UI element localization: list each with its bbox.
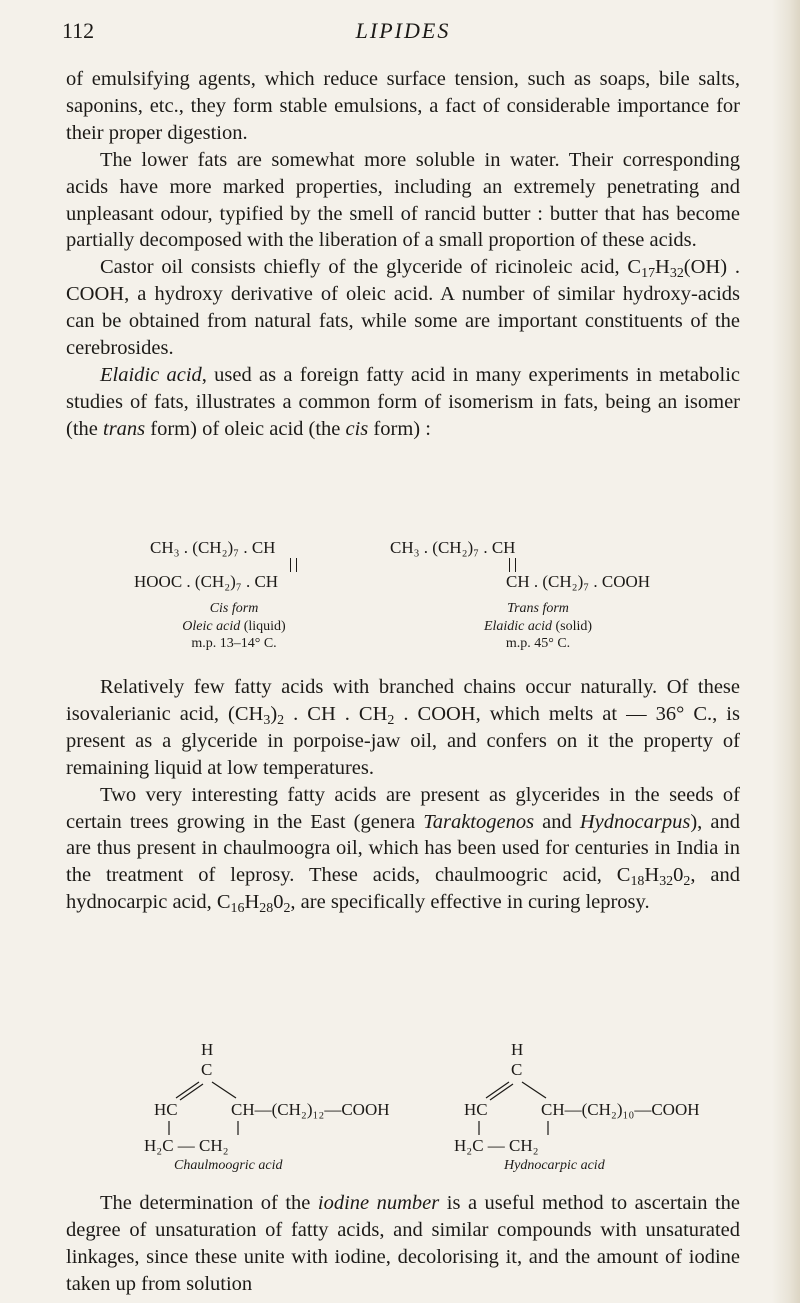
page-edge-shadow: [772, 0, 800, 1303]
text-run: (OH) . COOH, a hydroxy derivative of oleic acid. A number of similar hydroxy-acids can be obtained from natural fats, while some are important constituents of the cerebrosides.: [66, 256, 740, 360]
text-run: . COOH, which melts at — 36° C., is present as a glyceride in porpoise-jaw oil, and confers on it the property of remaining liquid at low temperatures.: [66, 702, 740, 779]
chaulmoogric-caption: Chaulmoogric acid: [174, 1158, 283, 1173]
body-text-top: [66, 66, 740, 443]
subscript: 2: [283, 901, 291, 917]
cis-formula-line-2: HOOC . (CH₂)₇ . CH: [134, 572, 279, 591]
paragraph-3: [66, 254, 740, 362]
ring-bottom: H₂C — CH₂: [454, 1136, 539, 1155]
text-run: form) of oleic acid (the: [145, 417, 346, 440]
top-h: H: [201, 1040, 214, 1059]
text-run: H: [244, 891, 260, 914]
cis-melting-point: m.p. 13–14° C.: [191, 636, 277, 651]
body-text-middle: [66, 674, 740, 916]
subscript: 28: [259, 901, 274, 917]
paragraph-4: [66, 362, 740, 443]
term-elaidic-acid: Elaidic acid: [100, 363, 202, 386]
text-run: is a useful method to ascertain the degree of unsaturation of fatty acids, and similar compounds with unsaturated linkages, since these unite with iodine, decolorising it, and the amount of iodine taken up from solution: [66, 1192, 741, 1295]
cis-caption: Cis form: [209, 601, 259, 616]
oleic-acid-name: Oleic acid: [182, 619, 241, 634]
genus-hydnocarpus: Hydnocarpus: [579, 810, 691, 833]
elaidic-acid-name: Elaidic acid: [483, 619, 552, 634]
text-run: . CH . CH: [284, 702, 388, 725]
double-bond: [509, 558, 516, 572]
side-chain: CH—(CH₂)₁₂—COOH: [231, 1100, 390, 1119]
term-cis: cis: [345, 417, 369, 440]
text-run: H: [644, 864, 660, 887]
text-run: ): [270, 702, 278, 725]
subscript: 3: [263, 712, 271, 728]
trans-melting-point: m.p. 45° C.: [505, 636, 571, 651]
text-run: , used as a foreign fatty acid in many experiments in metabolic studies of fats, illustrates a common form of isomerism in fats, being an isomer (the: [66, 363, 740, 440]
text-run: Castor oil consists chiefly of the glyceride of ricinoleic acid, C: [100, 256, 642, 279]
text-run: and: [534, 810, 580, 833]
running-title: LIPIDES: [355, 18, 451, 43]
term-iodine-number: iodine number: [317, 1192, 440, 1214]
genus-taraktogenos: Taraktogenos: [423, 810, 535, 833]
text-run: form) :: [368, 417, 431, 440]
subscript: 2: [683, 874, 691, 890]
paragraph-1: of emulsifying agents, which reduce surface tension, such as soaps, bile salts, saponins, etc., they form stable emulsions, a fact of considerable importance for their proper digestion.: [66, 68, 740, 144]
trans-acid-name: [438, 618, 638, 635]
structure-hydnocarpic-acid: [450, 1040, 700, 1173]
body-text-bottom: [66, 1190, 740, 1298]
paragraph-5: [66, 674, 740, 782]
cis-acid-name: [134, 618, 334, 635]
text-run: Relatively few fatty acids with branched chains occur naturally. Of these isovalerianic acid, (CH: [66, 676, 740, 725]
state-label: (solid): [551, 619, 593, 634]
subscript: 18: [630, 874, 645, 890]
top-h: H: [511, 1040, 524, 1059]
text-run: H: [655, 256, 670, 279]
term-trans: trans: [103, 417, 146, 440]
text-run: The determination of the: [100, 1192, 318, 1214]
subscript: 32: [669, 266, 684, 282]
trans-formula-line-1: CH₃ . (CH₂)₇ . CH: [390, 538, 516, 557]
text-run: Two very interesting fatty acids are present as glycerides in the seeds of certain trees growing in the East (genera: [66, 783, 740, 833]
double-bond: [290, 558, 297, 572]
trans-caption: Trans form: [507, 601, 569, 616]
text-run: ), and are thus present in chaulmoogra oil, which has been used for centuries in India in the treatment of leprosy. These acids, chaulmoogric acid, C: [66, 810, 740, 887]
hc-group: HC: [154, 1100, 178, 1119]
text-run: 0: [273, 891, 284, 914]
state-label: (liquid): [240, 619, 286, 634]
subscript: 2: [277, 712, 285, 728]
paragraph-7: [66, 1190, 740, 1298]
subscript: 2: [387, 712, 395, 728]
hc-group: HC: [464, 1100, 488, 1119]
text-run: , and hydnocarpic acid, C: [66, 864, 740, 914]
hydnocarpic-caption: Hydnocarpic acid: [504, 1158, 605, 1173]
page-header: [62, 18, 744, 52]
subscript: 16: [230, 901, 245, 917]
side-chain: CH—(CH₂)₁₀—COOH: [541, 1100, 700, 1119]
ring-bottom: H₂C — CH₂: [144, 1136, 229, 1155]
trans-formula-line-2: CH . (CH₂)₇ . COOH: [506, 572, 651, 591]
text-run: , are specifically effective in curing leprosy.: [290, 891, 650, 914]
subscript: 32: [659, 874, 674, 890]
structure-chaulmoogric-acid: [140, 1040, 390, 1173]
top-c: C: [201, 1060, 213, 1079]
text-run: 0: [673, 864, 684, 887]
paragraph-6: [66, 782, 740, 917]
cis-formula-line-1: CH₃ . (CH₂)₇ . CH: [150, 538, 276, 557]
subscript: 17: [641, 266, 656, 282]
paragraph-2: The lower fats are somewhat more soluble in water. Their corresponding acids have more marked properties, including an extremely penetrating and unpleasant odour, typified by the smell of rancid butter : butter that has become partially decomposed with the liberation of a small proportion of these acids.: [66, 148, 740, 252]
page-number: 112: [62, 18, 95, 43]
top-c: C: [511, 1060, 523, 1079]
